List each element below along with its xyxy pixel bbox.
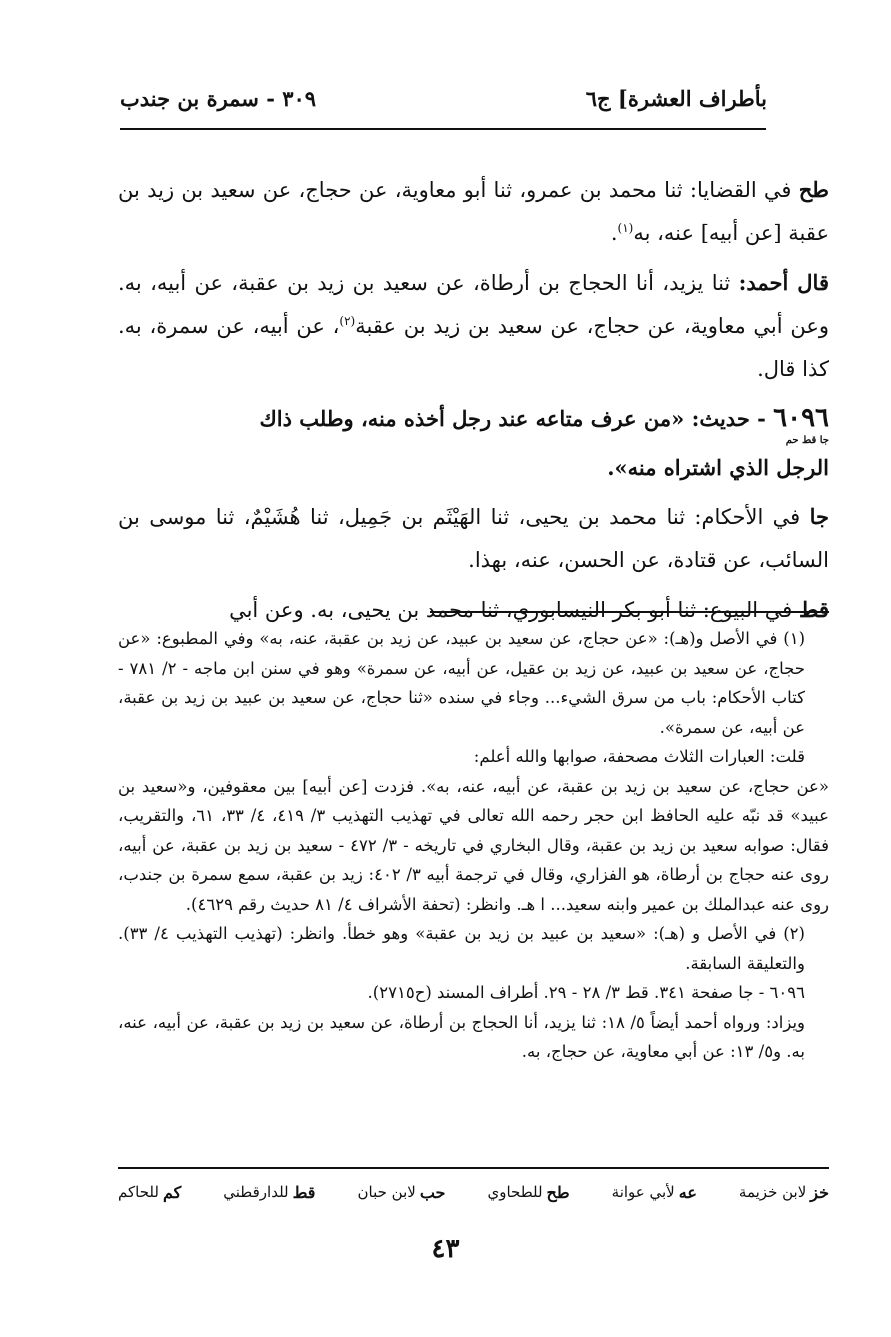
- hadith-text: - حديث: «من عرف متاعه عند رجل أخذه منه، وطلب ذاك: [259, 406, 766, 431]
- footnote-ref[interactable]: (٢): [339, 314, 356, 328]
- footnote-ref[interactable]: (١): [617, 221, 634, 235]
- footnote-1: (١) في الأصل و(هـ): «عن حجاج، عن سعيد بن عبيد، عن زيد بن عقبة، عنه، به» وفي المطبوع: «عن حجاج، عن سعيد بن عبيد، عن زيد بن عقيل، عن أبيه، عن سمرة» وهو في سنن ابن ماجه - ٢/ ٧٨١ - كتاب الأحكام: باب من سرق الشيء... وجاء في سنده «ثنا حجاج، عن سعيد بن عبيد بن زيد بن عقبة، عن أبيه، عن سمرة».: [118, 629, 805, 737]
- legend-abbr: حب: [419, 1183, 446, 1202]
- paragraph-text: ثنا يزيد، أنا الحجاج بن أرطاة، عن سعيد بن زيد بن عقبة، عن أبيه، به. وعن أبي معاوية، عن حجاج، عن سعيد بن زيد بن عقبة: [118, 271, 829, 338]
- legend-item: [223, 1183, 315, 1202]
- legend-abbr: خز: [810, 1183, 829, 1202]
- paragraph-text: في القضايا: ثنا محمد بن عمرو، ثنا أبو معاوية، عن حجاج، عن سعيد بن زيد بن عقبة [عن أبيه] عنه، به: [118, 178, 829, 245]
- source-key: طح: [798, 177, 829, 202]
- legend-name: لابن حبان: [357, 1183, 416, 1201]
- additional-references: ويزاد: ورواه أحمد أيضاً ٥/ ١٨: ثنا يزيد، أنا الحجاج بن أرطاة، عن سعيد بن زيد بن عقبة، عن أبيه، عنه، به. و٥/ ١٣: عن أبي معاوية، عن حجاج، به.: [118, 1012, 805, 1061]
- paragraph-text: ، عن أبيه، عن سمرة، به. كذا قال.: [118, 314, 829, 381]
- footnotes: [118, 624, 829, 1067]
- legend-name: لابن خزيمة: [738, 1183, 807, 1201]
- legend-abbr: طح: [546, 1183, 570, 1202]
- footnote-1-correction: «عن حجاج، عن سعيد بن زيد بن عقبة، عن أبيه، عنه، به». فزدت [عن أبيه] بين معقوفين، و«سعيد بن عبيد» قد نبّه عليه الحافظ ابن حجر رحمه الله تعالى في تهذيب التهذيب ٣/ ٤١٩، ٤/ ٣٣، ٦١، والتقريب، فقال: صوابه سعيد بن زيد بن عقبة، وقال البخاري في تاريخه - ٣/ ٤٧٢ - سعيد بن زيد بن عقبة، عن أبيه، روى عنه حجاج بن أرطاة، هو الفزاري، وقال في ترجمة أبيه ٣/ ٤٠٢: زيد بن عقبة، سمع سمرة بن جندب، روى عنه عبدالملك بن عمير وابنه سعيد... ا هـ. وانظر: (تحفة الأشراف ٤/ ٨١ حديث رقم ٤٦٢٩).: [118, 776, 830, 914]
- legend-name: للدارقطني: [223, 1183, 289, 1201]
- paragraph-end: .: [610, 221, 618, 245]
- legend-abbr: عه: [678, 1183, 697, 1202]
- header-volume-title: بأطراف العشرة] ج٦: [585, 85, 767, 111]
- hadith-heading: [118, 397, 829, 489]
- paragraph-ahmad: [118, 261, 829, 391]
- paragraph-text: في الأحكام: ثنا محمد بن يحيى، ثنا الهَيْثَم بن جَمِيل، ثنا هُشَيْمٌ، ثنا موسى بن السائب، عن قتادة، عن الحسن، عنه، بهذا.: [118, 505, 829, 572]
- paragraph-ibn-majah: [118, 495, 829, 582]
- header-rule: [120, 128, 766, 130]
- footnote-separator: [430, 611, 829, 613]
- header-section-title: ٣٠٩ - سمرة بن جندب: [120, 85, 317, 111]
- hadith-number: ٦٠٩٦: [773, 403, 829, 433]
- source-key: جا: [809, 504, 829, 529]
- hadith-text-cont: الرجل الذي اشتراه منه».: [607, 455, 829, 480]
- legend-item: [487, 1183, 569, 1202]
- running-header: [120, 78, 767, 118]
- source-key: قط: [799, 597, 829, 622]
- legend-name: للطحاوي: [487, 1183, 543, 1201]
- legend-abbr: كم: [162, 1183, 182, 1202]
- legend-item: [739, 1183, 829, 1202]
- footnote-2: (٢) في الأصل و (هـ): «سعيد بن عبيد بن زيد بن عقبة» وهو خطأ. وانظر: (تهذيب التهذيب ٤/ ٣٣). والتعليقة السابقة.: [118, 924, 805, 973]
- hadith-sources-note: جا قط حم: [785, 435, 829, 446]
- abbreviation-legend: [118, 1183, 829, 1202]
- main-text: [118, 168, 829, 638]
- paragraph-tahawi: [118, 168, 829, 255]
- legend-item: [118, 1183, 181, 1202]
- paragraph-text: في البيوع: ثنا أبو بكر النيسابوري، ثنا محمد بن يحيى، به. وعن أبي: [229, 598, 793, 622]
- page-number: ٤٣: [431, 1234, 460, 1264]
- source-key: قال أحمد:: [738, 270, 829, 295]
- legend-abbr: قط: [292, 1183, 316, 1202]
- hadith-references: ٦٠٩٦ - جا صفحة ٣٤١. قط ٣/ ٢٨ - ٢٩. أطراف المسند (ح٢٧١٥).: [367, 983, 805, 1002]
- footnote-1-note: قلت: العبارات الثلاث مصحفة، صوابها والله أعلم:: [473, 747, 805, 766]
- legend-rule: [118, 1167, 829, 1169]
- legend-name: لأبي عوانة: [611, 1183, 675, 1201]
- legend-name: للحاكم: [118, 1183, 159, 1201]
- legend-item: [358, 1183, 446, 1202]
- legend-item: [612, 1183, 697, 1202]
